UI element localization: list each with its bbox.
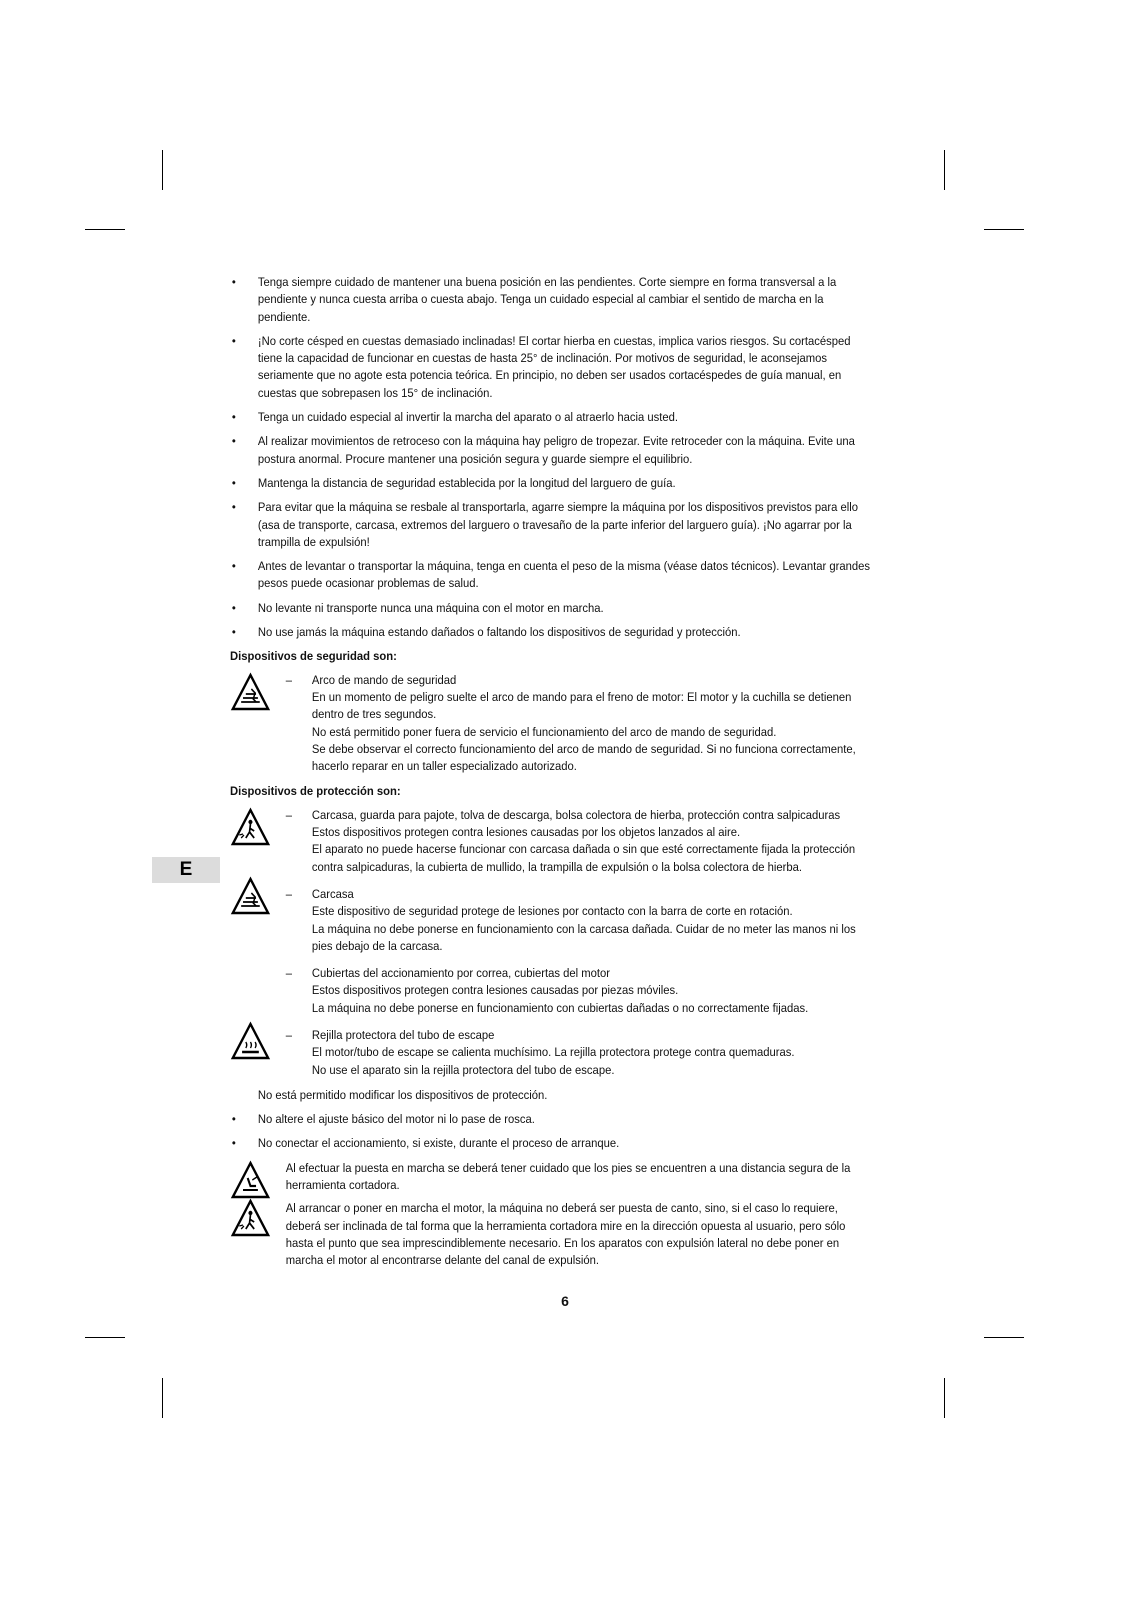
protection-item: – Carcasa Este dispositivo de seguridad protege de lesiones por contacto con la barra de corte en rotación. La máquina no debe ponerse en funcionamiento con la carcasa dañada. Cuidar de no meter las manos ni los pies debajo de la carcasa.: [230, 886, 872, 955]
list-item: • No altere el ajuste básico del motor ni lo pase de rosca.: [231, 1112, 535, 1127]
list-item: • Para evitar que la máquina se resbale al transportarla, agarre siempre la máquina por los dispositivos previstos para ello (asa de transporte, carcasa, extremos del larguero o travesaño de la parte inferior del larguero guía). ¡No agarrar por la trampilla de expulsión!: [231, 500, 859, 549]
crop-mark: [85, 1337, 125, 1338]
list-item: • Antes de levantar o transportar la máquina, tenga en cuenta el peso de la misma (véase datos técnicos). Levantar grandes pesos puede ocasionar problemas de salud.: [231, 559, 870, 591]
protection-heading: Dispositivos de protección son:: [230, 784, 401, 799]
list-item: • ¡No corte césped en cuestas demasiado inclinadas! El cortar hierba en cuestas, implica varios riesgos. Su cortacésped tiene la capacidad de funcionar en cuestas de hasta 25° de inclinación. Por motivos de seguridad, le aconsejamos seriamente que no agote esta potencia teórica. En principio, no deben ser usados cortacéspedes de guía manual, en cuestas que sobrepasen los 15° de inclinación.: [231, 333, 851, 400]
thrown-objects-warning-icon: [230, 807, 271, 847]
hot-surface-warning-icon: [230, 1021, 271, 1061]
paragraph: Al efectuar la puesta en marcha se deberá tener cuidado que los pies se encuentren a una distancia segura de la herramienta cortadora.: [230, 1160, 872, 1195]
hand-blade-warning-icon: [230, 672, 271, 712]
paragraph: No está permitido modificar los dispositivos de protección.: [257, 1087, 548, 1102]
foot-blade-warning-icon: [230, 1160, 271, 1200]
language-tab: E: [152, 857, 220, 883]
crop-mark: [944, 150, 945, 190]
list-item: • Tenga siempre cuidado de mantener una buena posición en las pendientes. Corte siempre en forma transversal a la pendiente y nunca cuesta arriba o cuesta abajo. Tenga un cuidado especial al cambiar el sentido de marcha en la pendiente.: [231, 275, 837, 324]
safety-heading: Dispositivos de seguridad son:: [230, 649, 397, 664]
list-item: • No conectar el accionamiento, si existe, durante el proceso de arranque.: [231, 1136, 620, 1151]
paragraph: Al arrancar o poner en marcha el motor, la máquina no deberá ser puesta de canto, sino, si el caso lo requiere, deberá ser inclinada de tal forma que la herramienta cortadora mire en la dirección opuesta al usuario, pero sólo hasta el punto que sea imprescindiblemente necesario. En los aparatos con expulsión lateral no debe poner en marcha el motor al encontrarse delante del canal de expulsión.: [230, 1200, 872, 1269]
crop-mark: [984, 1337, 1024, 1338]
safety-item: – Arco de mando de seguridad En un momento de peligro suelte el arco de mando para el freno de motor: El motor y la cuchilla se detienen dentro de tres segundos. No está permitido poner fuera de servicio el funcionamiento del arco de mando de seguridad. Se debe observar el correcto funcionamiento del arco de mando de seguridad. Si no funciona correctamente, hacerlo reparar en un taller especializado autorizado.: [230, 672, 872, 776]
protection-item: – Cubiertas del accionamiento por correa, cubiertas del motor Estos dispositivos protegen contra lesiones causadas por piezas móviles. La máquina no debe ponerse en funcionamiento con cubiertas dañadas o no correctamente fijadas.: [285, 966, 809, 1015]
crop-mark: [162, 1378, 163, 1418]
thrown-objects-warning-icon: [230, 1198, 271, 1238]
list-item: • Tenga un cuidado especial al invertir la marcha del aparato o al atraerlo hacia usted.: [231, 410, 679, 425]
list-item: • Al realizar movimientos de retroceso con la máquina hay peligro de tropezar. Evite retroceder con la máquina. Evite una postura anormal. Procure mantener una posición segura y guarde siempre el equilibrio.: [231, 434, 855, 466]
list-item: • No use jamás la máquina estando dañados o faltando los dispositivos de seguridad y protección.: [231, 625, 741, 640]
hand-blade-warning-icon: [230, 876, 271, 916]
crop-mark: [944, 1378, 945, 1418]
page-content: [230, 274, 872, 1276]
list-item: • No levante ni transporte nunca una máquina con el motor en marcha.: [231, 600, 604, 615]
crop-mark: [85, 229, 125, 230]
crop-mark: [162, 150, 163, 190]
protection-item: – Rejilla protectora del tubo de escape El motor/tubo de escape se calienta muchísimo. La rejilla protectora protege contra quemaduras. No use el aparato sin la rejilla protectora del tubo de escape.: [230, 1027, 872, 1079]
list-item: • Mantenga la distancia de seguridad establecida por la longitud del larguero de guía.: [231, 475, 676, 490]
protection-item: – Carcasa, guarda para pajote, tolva de descarga, bolsa colectora de hierba, protección contra salpicaduras Estos dispositivos protegen contra lesiones causadas por los objetos lanzados al aire. El aparato no puede hacerse funcionar con carcasa dañada o sin que esté correctamente fijada la protección contra salpicaduras, la cubierta de mullido, la trampilla de expulsión o la bolsa colectora de hierba.: [230, 807, 872, 876]
crop-mark: [984, 229, 1024, 230]
page-number: 6: [561, 1293, 569, 1309]
